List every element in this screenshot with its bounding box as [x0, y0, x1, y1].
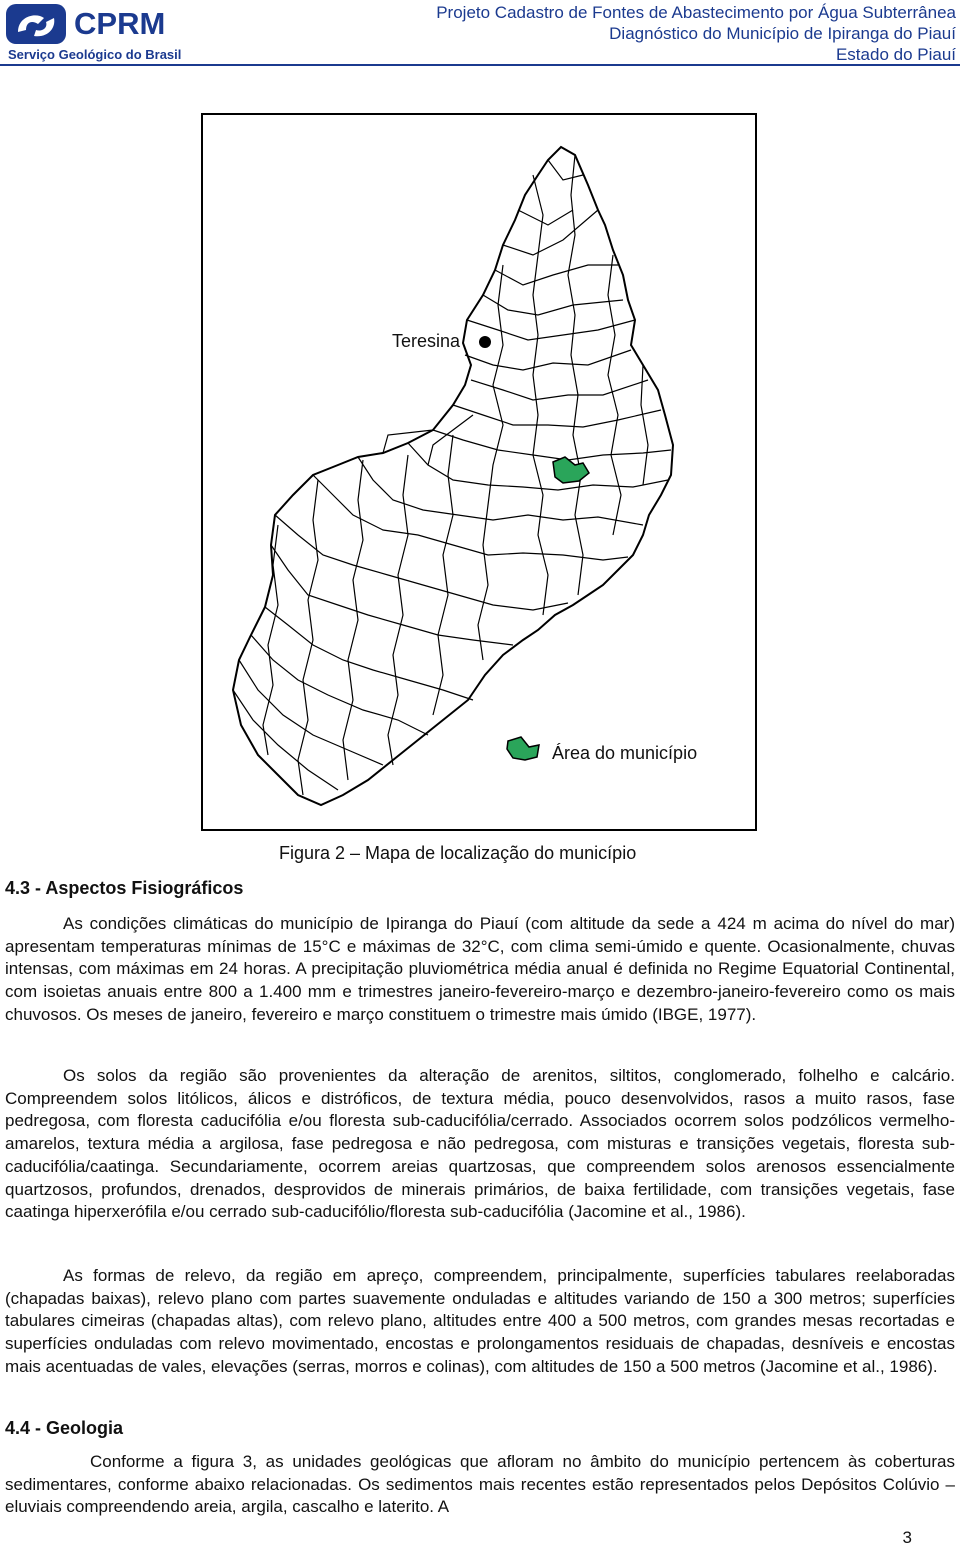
- logo-text: CPRM: [74, 6, 166, 41]
- section-title-geologia: 4.4 - Geologia: [5, 1418, 124, 1438]
- state-outline: [233, 147, 673, 805]
- paragraph-relevo: As formas de relevo, da região em apreço, compreendem, principalmente, superfícies tabulares reelaboradas (chapadas baixas), relevo plano com partes suavemente onduladas e altitudes variando de 150 a 300 metros; superfícies tabulares cimeiras (chapadas altas), com relevo plano, altitudes entre 400 a 500 metros, com grandes mesas recortadas e superfícies onduladas com relevo movimentado, encostas e prolongamentos residuais de chapadas, desníveis e encostas mais acentuadas de vales, elevações (serras, morros e colinas), com altitudes de 150 a 500 metros (Jacomine et al., 1986).: [5, 1266, 955, 1376]
- location-map: [201, 113, 757, 831]
- header-project: Projeto Cadastro de Fontes de Abastecimento por Água Subterrânea: [436, 3, 956, 22]
- header-rule: [0, 64, 960, 66]
- paragraph-geologia: Conforme a figura 3, as unidades geológicas que afloram no âmbito do município pertencem às coberturas sedimentares, conforme abaixo relacionadas. Os sedimentos mais recentes estão representados pelos Depósitos Colúvio – eluviais compreendendo areia, argila, cascalho e laterito. A: [5, 1452, 955, 1517]
- legend-swatch: [507, 737, 539, 760]
- page-number: 3: [902, 1528, 912, 1547]
- legend-label: Área do município: [552, 743, 698, 763]
- piaui-state-map: [203, 115, 755, 829]
- header-state: Estado do Piauí: [835, 45, 956, 64]
- teresina-label: Teresina: [392, 331, 461, 351]
- section-title-fisiograficos: 4.3 - Aspectos Fisiográficos: [5, 878, 244, 898]
- teresina-marker: [479, 336, 491, 348]
- figure-caption: Figura 2 – Mapa de localização do município: [279, 843, 637, 863]
- document-header: [436, 2, 956, 65]
- logo-subtitle: Serviço Geológico do Brasil: [8, 47, 182, 62]
- paragraph-solos: Os solos da região são provenientes da alteração de arenitos, siltitos, conglomerado, folhelho e calcário. Compreendem solos litólicos, álicos e distróficos, de textura média, pouco desenvolvidos, rasos a muito rasos, fase pedregosa, com floresta caducifólia e/ou floresta sub-caducifólia/cerrado. Associados ocorrem solos podzólicos vermelho-amarelos, textura média a argilosa, fase pedregosa e não pedregosa, com misturas e transições vegetais, floresta sub-caducifólia/caatinga. Secundariamente, ocorrem areias quartzosas, que compreendem solos arenosos essencialmente quartzosos, profundos, drenados, desprovidos de minerais primários, de baixa fertilidade, com transições vegetais, fase caatinga hiperxerófila e/ou cerrado sub-caducifólio/floresta sub-caducifólia (Jacomine et al., 1986).: [5, 1066, 955, 1222]
- header-diagnosis: Diagnóstico do Município de Ipiranga do Piauí: [609, 24, 956, 43]
- cprm-logo-icon: [4, 2, 68, 46]
- paragraph-clima: As condições climáticas do município de Ipiranga do Piauí (com altitude da sede a 424 m acima do nível do mar) apresentam temperaturas mínimas de 15°C e máximas de 32°C, com clima semi-úmido e quente. Ocasionalmente, chuvas intensas, com máximas em 24 horas. A precipitação pluviométrica média anual é definida no Regime Equatorial Continental, com isoietas anuais entre 800 a 1.400 mm e trimestres janeiro-fevereiro-março e dezembro-janeiro-fevereiro como os mais chuvosos. Os meses de janeiro, fevereiro e março constituem o trimestre mais úmido (IBGE, 1977).: [5, 914, 955, 1024]
- cprm-logo: [4, 2, 182, 64]
